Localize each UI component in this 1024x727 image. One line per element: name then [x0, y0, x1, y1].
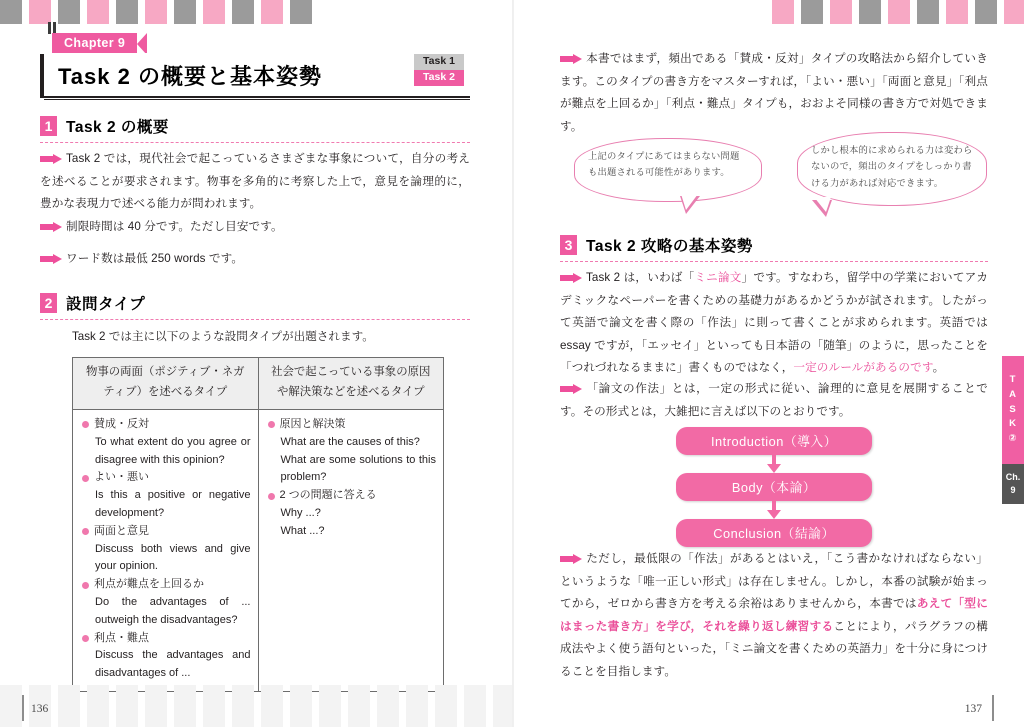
speech-balloon-1-text: 上記のタイプにあてはまらない問題も出題される可能性があります。 — [588, 151, 740, 179]
paragraph-text: 。 — [932, 361, 945, 375]
footer-decorative-stripe — [261, 685, 283, 727]
question-type-label: 利点が難点を上回るか — [81, 576, 251, 594]
section-1-paragraph-1 — [40, 148, 470, 216]
paragraph-text: 「論文の作法」とは，一定の形式に従い、論理的に意見を展開することです。その形式とは，大雑把に言えば以下のとおりです。 — [560, 382, 988, 418]
table-cell-left — [73, 409, 259, 691]
side-tab-task-number: ② — [1008, 433, 1018, 445]
question-type-label: 原因と解決策 — [267, 416, 437, 434]
section-2-title: 設問タイプ — [66, 296, 146, 313]
side-tab-chapter-prefix: Ch. — [1005, 472, 1021, 483]
list-item — [267, 487, 437, 540]
arrow-bullet-icon — [40, 154, 64, 163]
question-type-label: 利点・難点 — [81, 630, 251, 648]
task-badge-group — [414, 54, 464, 86]
paragraph-text: ワード数は最低 250 words です。 — [66, 252, 244, 265]
table-header-cell-1: 物事の両面（ポジティブ・ネガティブ）を述べるタイプ — [73, 358, 259, 410]
section-3-title: Task 2 攻略の基本姿勢 — [586, 238, 753, 255]
paragraph-text: Task 2 は，いわば「 — [586, 271, 695, 284]
side-index-tab[interactable] — [1002, 356, 1024, 504]
chapter-header — [40, 33, 470, 98]
footer-decorative-stripe — [319, 685, 341, 727]
paragraph-text: 制限時間は 40 分です。ただし目安です。 — [66, 220, 283, 233]
section-1-body-2 — [40, 216, 470, 239]
footer-decorative-stripe — [232, 685, 254, 727]
list-item — [81, 469, 251, 522]
page-number-rule-left — [22, 695, 24, 721]
highlighted-term-2: 一定のルールがあるのです — [793, 361, 933, 375]
paragraph-text: 」です。すなわち，留学中の学業においてアカデミックなペーパーを書くための基礎力があるかどうかが試されます。したがって英語で論文を書く際の「作法」に則って書くことが求められます。英語では essay ですが，「エッセイ」といっても日本語の「随筆」のように，思ったことを「つれづれなるままに」書くものではなく， — [560, 271, 989, 375]
section-2-rule — [40, 319, 470, 320]
arrow-bullet-icon — [560, 554, 584, 563]
side-tab-letter-t: T — [1009, 374, 1017, 386]
section-3 — [560, 234, 988, 262]
paragraph-text: 本書ではまず，頻出である「賛成・反対」タイプの攻略法から紹介していきます。このタイプの書き方をマスターすれば，「よい・悪い」「両面と意見」「利点が難点を上回るか」「利点・難点」タイプも，おおよそ同様の書き方で対処できます。 — [560, 52, 988, 133]
list-item — [81, 523, 251, 576]
question-type-prompt: Discuss both views and give your opinion. — [95, 542, 251, 573]
question-type-prompt: What are the causes of this? — [280, 435, 420, 448]
question-type-prompt: Is this a positive or negative development? — [95, 489, 251, 519]
section-1-body-3 — [40, 248, 470, 271]
list-item — [267, 416, 437, 487]
paragraph-text: ことにより，パラグラフの構成法やよく使う語句といった，「ミニ論文を書くための英語力」を十分に身につけることを目指します。 — [560, 619, 988, 678]
question-type-prompt: Discuss the advantages and disadvantages of ... — [95, 649, 251, 680]
arrow-bullet-icon — [560, 54, 584, 63]
question-type-label: 賛成・反対 — [81, 416, 251, 434]
section-3-number: 3 — [560, 235, 577, 255]
section-1 — [40, 115, 470, 143]
chapter-ribbon: Chapter 9 — [52, 33, 147, 53]
speech-balloon-2-tail-fill — [814, 197, 831, 212]
section-3-paragraph-2 — [560, 378, 988, 423]
essay-structure-flow — [560, 427, 988, 547]
table-header-row — [73, 358, 444, 410]
footer-decorative-stripe — [493, 685, 512, 727]
flow-box-conclusion: Conclusion（結論） — [676, 519, 872, 547]
table-body-row — [73, 409, 444, 691]
question-type-table — [72, 357, 444, 692]
question-type-list-right — [259, 410, 444, 549]
section-3-paragraph-3 — [560, 548, 988, 684]
footer-decorative-stripe — [0, 685, 22, 727]
question-type-prompt: To what extent do you agree or disagree with this opinion? — [95, 435, 251, 466]
footer-decorative-stripe — [116, 685, 138, 727]
section-1-paragraph-3 — [40, 248, 470, 271]
footer-decorative-stripe — [435, 685, 457, 727]
section-1-paragraph-2 — [40, 216, 470, 239]
side-tab-letter-k: K — [1009, 418, 1017, 430]
footer-decorative-stripe — [87, 685, 109, 727]
highlighted-term-1: ミニ論文 — [694, 271, 742, 284]
footer-decorative-stripe — [464, 685, 486, 727]
side-tab-letter-s: S — [1009, 403, 1017, 415]
question-type-prompt: What are some solutions to this problem? — [280, 453, 436, 484]
side-tab-chapter-label — [1002, 464, 1024, 504]
list-item — [81, 416, 251, 469]
section-2-number: 2 — [40, 293, 57, 313]
page-title: Task 2 の概要と基本姿勢 — [58, 63, 322, 89]
speech-balloon-1-tail-fill — [681, 194, 698, 210]
footer-decorative-stripe — [348, 685, 370, 727]
footer-decorative-stripe — [406, 685, 428, 727]
section-3-head — [560, 234, 988, 259]
flow-box-introduction: Introduction（導入） — [676, 427, 872, 455]
flow-connector-stem-2 — [772, 501, 776, 510]
flow-arrow-icon-2 — [767, 510, 781, 519]
intro-paragraph — [560, 48, 988, 138]
question-type-label: 両面と意見 — [81, 523, 251, 541]
section-2-head — [40, 292, 470, 317]
section-1-body — [40, 148, 470, 216]
chapter-title-row — [40, 54, 470, 98]
section-1-number: 1 — [40, 116, 57, 136]
page-number-left: 136 — [31, 703, 49, 715]
arrow-bullet-icon — [40, 254, 64, 263]
side-tab-letter-a: A — [1009, 388, 1017, 400]
question-type-prompt: What ...? — [280, 524, 325, 537]
section-3-paragraph-1 — [560, 267, 988, 380]
flow-arrow-icon-1 — [767, 464, 781, 473]
task-2-badge[interactable]: Task 2 — [414, 70, 464, 86]
speech-balloon-2-text: しかし根本的に求められる力は変わらないので，頻出のタイプをしっかり書ける力があれば対応できます。 — [811, 145, 973, 189]
section-1-title: Task 2 の概要 — [66, 119, 169, 136]
arrow-bullet-icon — [560, 384, 584, 393]
speech-balloon-2 — [797, 132, 987, 206]
table-header-cell-2: 社会で起こっている事象の原因や解決策などを述べるタイプ — [258, 358, 444, 410]
footer-band-left — [0, 685, 512, 727]
right-page — [512, 0, 1024, 727]
list-item — [81, 630, 251, 683]
footer-decorative-stripe — [203, 685, 225, 727]
section-2 — [40, 292, 470, 320]
footer-decorative-stripe — [290, 685, 312, 727]
footer-decorative-stripe — [377, 685, 399, 727]
flow-box-body: Body（本論） — [676, 473, 872, 501]
section-2-lead — [72, 326, 472, 349]
highlighted-term-3: あえて「型にはまった書き方」を学び，それを繰り返し練習する — [560, 597, 988, 633]
table-cell-right — [258, 409, 444, 691]
question-type-prompt: Do the advantages of ... outweigh the disadvantages? — [95, 596, 251, 626]
footer-decorative-stripe — [174, 685, 196, 727]
task-1-badge[interactable]: Task 1 — [414, 54, 464, 70]
section-1-rule — [40, 142, 470, 143]
section-3-rule — [560, 261, 988, 262]
paragraph-text: ただし，最低限の「作法」があるとはいえ，「こう書かなければならない」というような「唯一正しい形式」は存在しません。しかし，本番の試験が始まってから，ゼロから書き方を考える余裕はありませんから，本書では — [560, 552, 988, 611]
question-type-list-left — [73, 410, 258, 691]
flow-connector-stem-1 — [772, 455, 776, 464]
section-1-head — [40, 115, 470, 140]
question-type-prompt: Why ...? — [280, 506, 321, 519]
question-type-label: よい・悪い — [81, 469, 251, 487]
speech-balloon-1 — [574, 138, 762, 202]
section-2-lead-text: Task 2 では主に以下のような設問タイプが出題されます。 — [72, 330, 374, 343]
side-tab-task-label — [1002, 356, 1024, 464]
arrow-bullet-icon — [40, 222, 64, 231]
paragraph-text: Task 2 では，現代社会で起こっているさまざまな事象について，自分の考えを述べることが要求されます。物事を多角的に考察した上で，意見を論理的に，豊かな表現力で述べる能力が問われます。 — [40, 152, 470, 211]
page-number-right: 137 — [964, 703, 982, 715]
page-number-rule-right — [992, 695, 994, 721]
footer-decorative-stripe — [58, 685, 80, 727]
footer-decorative-stripe — [145, 685, 167, 727]
list-item — [81, 576, 251, 629]
question-type-label: 2 つの問題に答える — [267, 487, 437, 505]
side-tab-chapter-number: 9 — [1010, 485, 1016, 495]
arrow-bullet-icon — [560, 273, 584, 282]
